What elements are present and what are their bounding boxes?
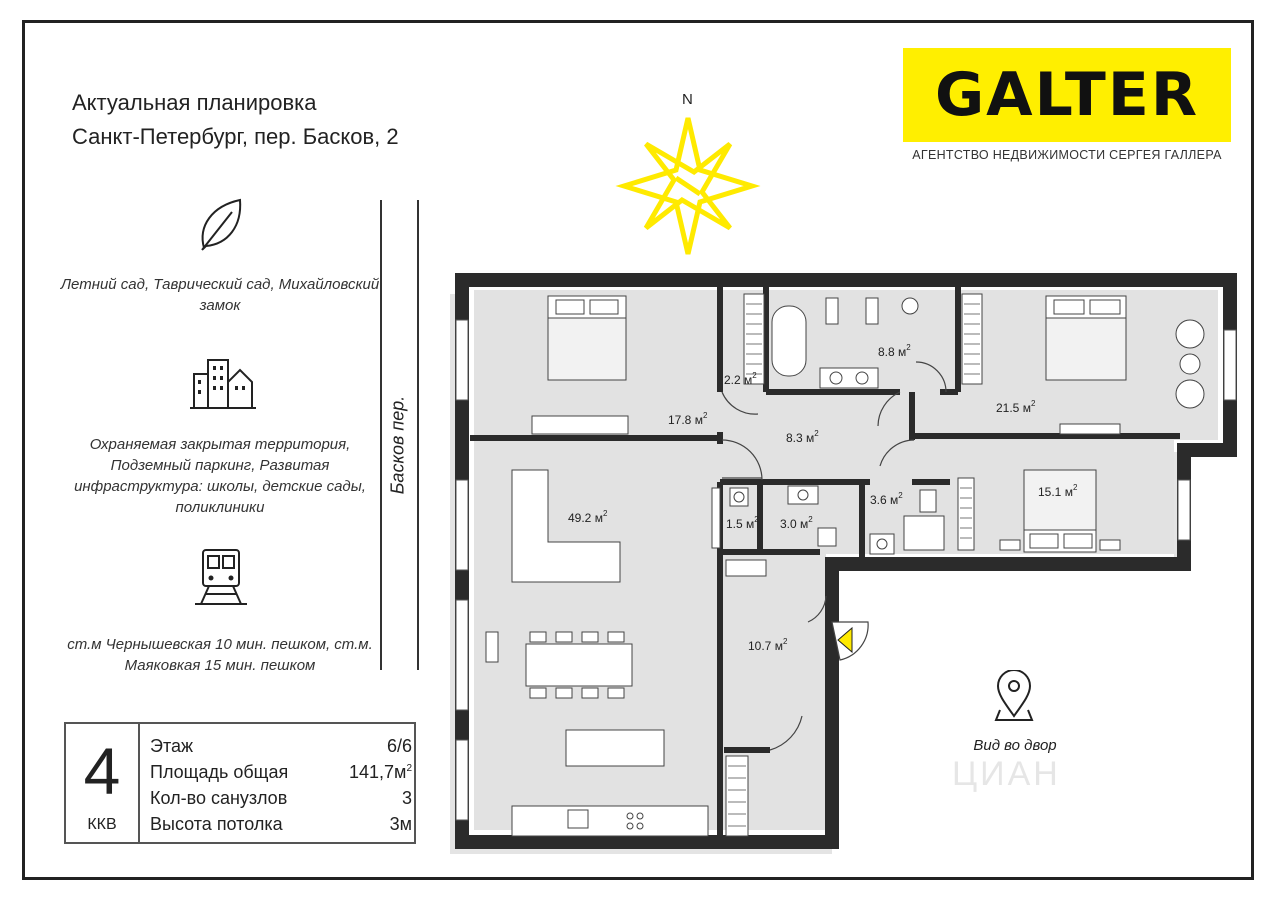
room-area-entrance-hall: 10.7 $м^2$: [748, 637, 788, 653]
feature-parks-text: Летний сад, Таврический сад, Михайловский замок: [60, 276, 380, 314]
room-area-living-room: 49.2 $м^2$: [568, 509, 608, 525]
rooms-count: 4: [83, 734, 121, 808]
room-area-wardrobe-1: 2.2 $м^2$: [724, 371, 757, 387]
feature-infrastructure-text: Охраняемая закрытая территория, Подземный паркинг, Развитая инфраструктура: школы, детские сады, поликлиники: [74, 436, 366, 516]
room-area-bedroom-1: 17.8 $м^2$: [668, 411, 708, 427]
info-row-total-area: Площадь общая $141,7м^2$: [150, 762, 412, 782]
room-area-bathroom-1: 8.8 $м^2$: [878, 343, 911, 359]
room-area-hall: 8.3 $м^2$: [786, 429, 819, 445]
room-area-bathroom-3: 3.6 $м^2$: [870, 491, 903, 507]
info-row-bathrooms: Кол-во санузлов 3: [150, 788, 412, 808]
plan-title: Актуальная планировка: [72, 90, 317, 115]
room-area-bedroom-2: 21.5 $м^2$: [996, 399, 1036, 415]
watermark: ЦИАН: [952, 755, 1061, 793]
rooms-type-label: ККВ: [87, 816, 117, 833]
compass-north-label: N: [682, 91, 693, 108]
view-to-yard-label: Вид во двор: [973, 737, 1057, 754]
street-label: Басков пер.: [387, 395, 408, 495]
info-row-floor: Этаж 6/6: [150, 736, 412, 756]
room-area-laundry: 1.5 $м^2$: [726, 515, 759, 531]
room-area-bedroom-3: 15.1 $м^2$: [1038, 483, 1078, 499]
room-area-bathroom-2: 3.0 $м^2$: [780, 515, 813, 531]
logo-subtitle: АГЕНТСТВО НЕДВИЖИМОСТИ СЕРГЕЯ ГАЛЛЕРА: [912, 148, 1222, 162]
location-pin-icon: [994, 670, 1034, 722]
info-row-ceiling: Высота потолка 3м: [150, 814, 412, 834]
logo-wordmark: GALTER: [934, 60, 1200, 130]
feature-metro-text: ст.м Чернышевская 10 мин. пешком, ст.м. Маяковкая 15 мин. пешком: [67, 636, 373, 674]
plan-address: Санкт-Петербург, пер. Басков, 2: [72, 124, 399, 149]
